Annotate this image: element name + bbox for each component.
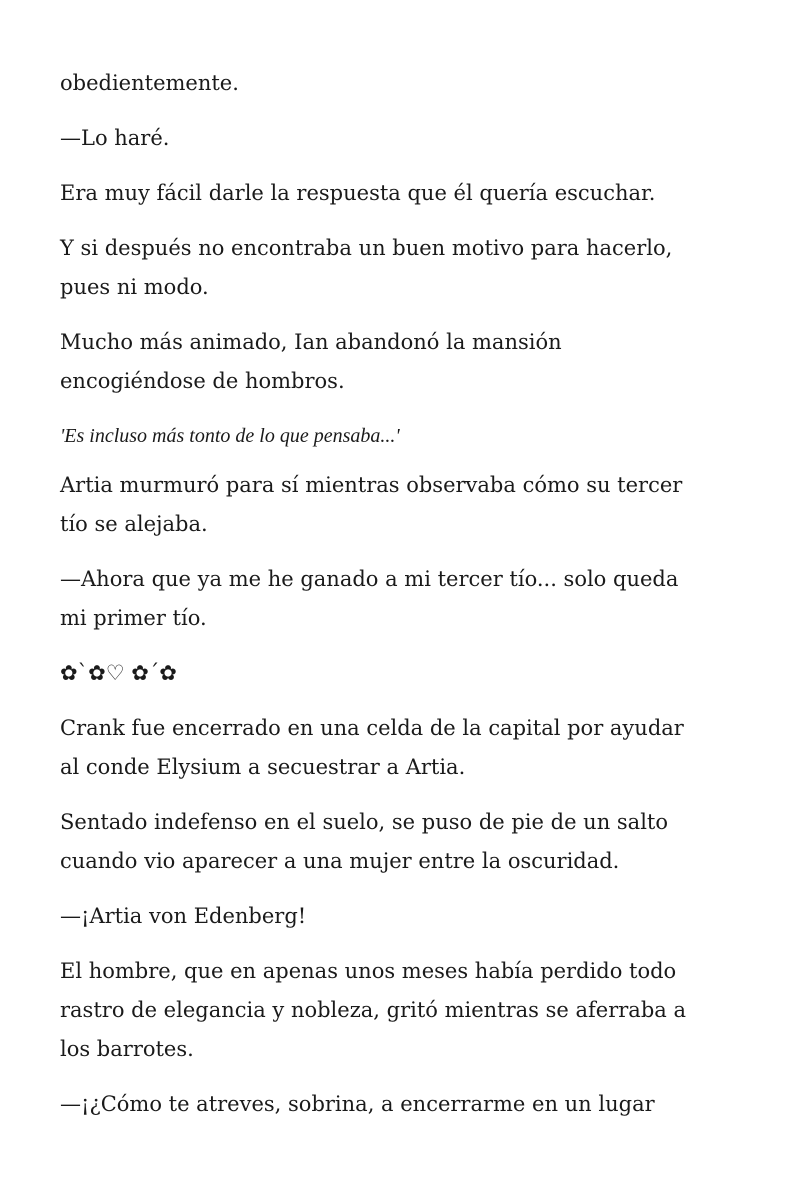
text-line: encogiéndose de hombros. xyxy=(60,369,345,393)
paragraph xyxy=(60,952,740,1069)
text-line: rastro de elegancia y nobleza, gritó mientras se aferraba a xyxy=(60,998,686,1022)
separator-glyphs: ✿`✿♡ ✿´✿ xyxy=(60,661,177,685)
text-line: Artia murmuró para sí mientras observaba cómo su tercer xyxy=(60,473,683,497)
paragraph xyxy=(60,323,740,401)
text-line: al conde Elysium a secuestrar a Artia. xyxy=(60,755,466,779)
dialogue-paragraph xyxy=(60,1085,740,1124)
dialogue-paragraph xyxy=(60,119,740,158)
paragraph xyxy=(60,64,740,103)
text-line: —¡¿Cómo te atreves, sobrina, a encerrarme en un lugar xyxy=(60,1092,655,1116)
text-line: Y si después no encontraba un buen motivo para hacerlo, xyxy=(60,236,673,260)
text-line: Era muy fácil darle la respuesta que él quería escuchar. xyxy=(60,181,656,205)
text-line: mi primer tío. xyxy=(60,606,207,630)
text-line: Sentado indefenso en el suelo, se puso de pie de un salto xyxy=(60,810,668,834)
scene-separator xyxy=(60,654,740,693)
text-line: Crank fue encerrado en una celda de la capital por ayudar xyxy=(60,716,684,740)
text-line: —Ahora que ya me he ganado a mi tercer tío... solo queda xyxy=(60,567,679,591)
text-line: —Lo haré. xyxy=(60,126,170,150)
dialogue-paragraph xyxy=(60,560,740,638)
text-line: tío se alejaba. xyxy=(60,512,208,536)
text-line: —¡Artia von Edenberg! xyxy=(60,904,307,928)
paragraph xyxy=(60,803,740,881)
text-line: obedientemente. xyxy=(60,71,239,95)
paragraph xyxy=(60,466,740,544)
paragraph xyxy=(60,229,740,307)
text-line: pues ni modo. xyxy=(60,275,209,299)
text-line: cuando vio aparecer a una mujer entre la oscuridad. xyxy=(60,849,620,873)
text-line: los barrotes. xyxy=(60,1037,194,1061)
text-line: El hombre, que en apenas unos meses había perdido todo xyxy=(60,959,677,983)
inner-thought xyxy=(60,421,740,451)
dialogue-paragraph xyxy=(60,897,740,936)
paragraph xyxy=(60,174,740,213)
text-line: 'Es incluso más tonto de lo que pensaba...' xyxy=(60,425,400,447)
paragraph xyxy=(60,709,740,787)
text-line: Mucho más animado, Ian abandonó la mansión xyxy=(60,330,562,354)
